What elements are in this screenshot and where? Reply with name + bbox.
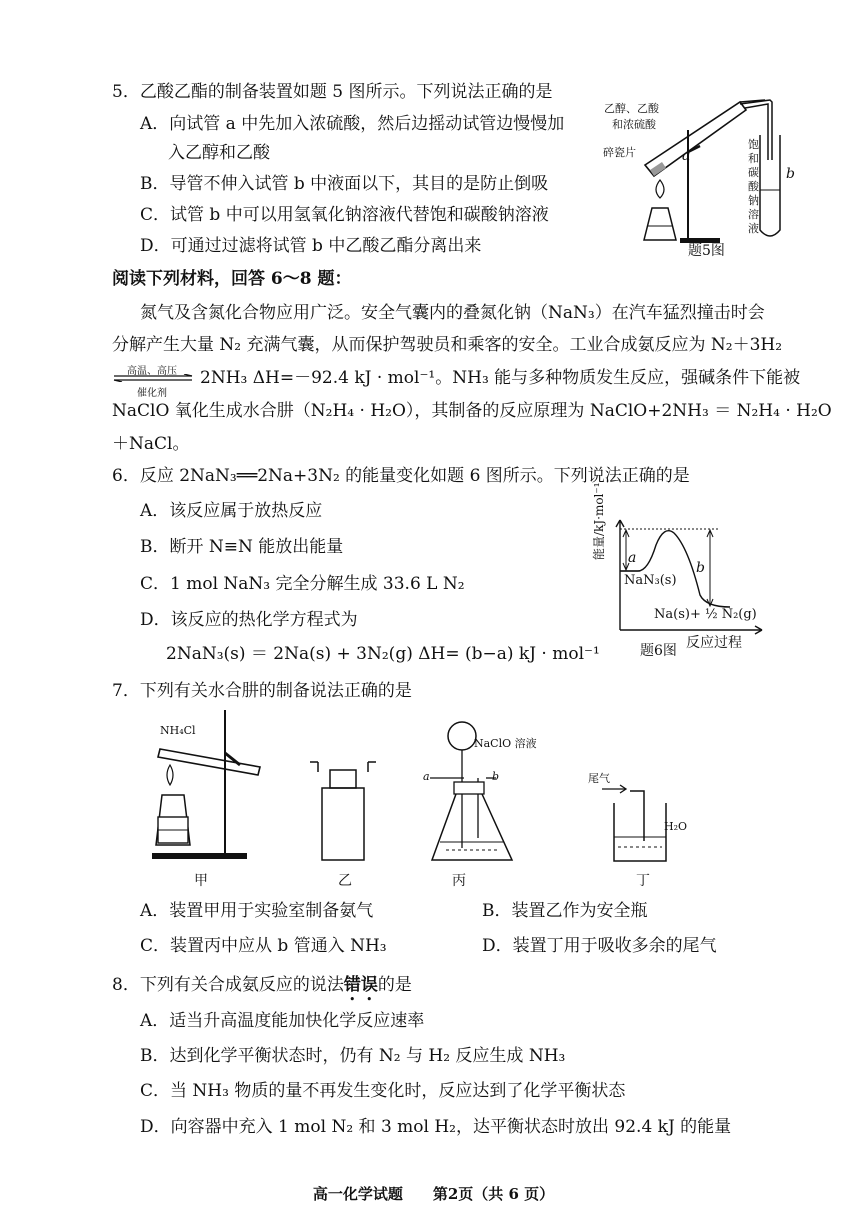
fig6-label-a: a (628, 550, 637, 566)
reversible-arrow (112, 374, 194, 382)
q8-option-d: D．向容器中充入 1 mol N₂ 和 3 mol H₂，达平衡状态时放出 92.4 kJ 的能量 (140, 1117, 732, 1137)
fig5-reagents-label-2: 和浓硫酸 (612, 118, 656, 131)
page-footer: 高一化学试题 第2页（共 6 页） (312, 1185, 555, 1203)
q8-stem-suffix: 的是 (377, 975, 412, 995)
fig5-solution-char: 酸 (748, 180, 759, 193)
reading-title: 阅读下列材料，回答 6～8 题： (112, 269, 352, 289)
q6-option-b: B．断开 N≡N 能放出能量 (140, 537, 344, 557)
q7-stem: 7．下列有关水合肼的制备说法正确的是 (112, 681, 412, 701)
fig6-reactant-label: NaN₃(s) (624, 573, 677, 588)
q5-option-d: D．可通过过滤将试管 b 中乙酸乙酯分离出来 (140, 236, 482, 256)
reaction-arrow-top-label: 高温、高压 (127, 366, 177, 377)
q6-stem: 6．反应 2NaN₃══2Na+3N₂ 的能量变化如题 6 图所示。下列说法正确的是 (112, 466, 690, 486)
q7-option-a: A．装置甲用于实验室制备氨气 (140, 901, 374, 921)
fig5-tube-b-label: b (786, 166, 795, 182)
q5-option-a-cont: 入乙醇和乙酸 (168, 143, 270, 163)
q8-option-a: A．适当升高温度能加快化学反应速率 (140, 1011, 425, 1031)
q5-option-b: B．导管不伸入试管 b 中液面以下，其目的是防止倒吸 (140, 174, 549, 194)
fig7-ding-gas-label: 尾气 (588, 772, 610, 785)
q5-option-a: A．向试管 a 中先加入浓硫酸，然后边摇动试管边慢慢加 (140, 114, 565, 134)
q7-option-d: D．装置丁用于吸收多余的尾气 (482, 936, 717, 956)
fig6-product-label: Na(s)+ ½ N₂(g) (654, 607, 757, 622)
fig5-solution-char: 饱 (748, 138, 759, 151)
q8-option-c: C．当 NH₃ 物质的量不再发生变化时，反应达到了化学平衡状态 (140, 1081, 626, 1101)
q8-stem-prefix: 8．下列有关合成氨反应的说法 (112, 975, 344, 995)
q6-option-c: C．1 mol NaN₃ 完全分解生成 33.6 L N₂ (140, 574, 465, 594)
q8-stem-emphasis: 错误 (343, 975, 378, 995)
fig5-caption: 题5图 (688, 243, 725, 259)
fig7-label-ding: 丁 (636, 873, 650, 889)
fig7-label-jia: 甲 (194, 873, 208, 889)
fig5-tube-a-label: a (682, 148, 691, 164)
reaction-arrow-bottom-label: 催化剂 (137, 388, 167, 399)
fig6-caption: 题6图 (640, 643, 677, 659)
q8-option-b: B．达到化学平衡状态时，仍有 N₂ 与 H₂ 反应生成 NH₃ (140, 1046, 566, 1066)
fig7-jia-reagent-label: NH₄Cl (160, 724, 196, 737)
q5-stem: 5．乙酸乙酯的制备装置如题 5 图所示。下列说法正确的是 (112, 82, 553, 102)
fig7-bing-tube-a: a (423, 770, 430, 783)
fig6-y-axis-label: 能量/kJ·mol⁻¹ (592, 482, 606, 560)
fig7-bing-reagent-label: NaClO 溶液 (474, 737, 537, 750)
fig5-solution-char: 溶 (748, 208, 759, 221)
q5-option-c: C．试管 b 中可以用氢氧化钠溶液代替饱和碳酸钠溶液 (140, 205, 549, 225)
fig6-x-axis-label: 反应过程 (686, 635, 742, 651)
q7-option-b: B．装置乙作为安全瓶 (482, 901, 648, 921)
fig5-chips-label: 碎瓷片 (603, 146, 636, 159)
q6-option-d-equation: 2NaN₃(s) ＝ 2Na(s) + 3N₂(g) ΔH= (b−a) kJ · mol⁻¹ (166, 644, 600, 664)
fig6-label-b: b (696, 560, 705, 576)
fig5-solution-char: 碳 (748, 166, 759, 179)
reading-line-5: ＋NaCl。 (112, 434, 190, 454)
q6-option-a: A．该反应属于放热反应 (140, 501, 323, 521)
q6-option-d: D．该反应的热化学方程式为 (140, 610, 358, 630)
fig7-bing-tube-b: b (492, 770, 500, 783)
reading-line-3: 2NH₃ ΔH=－92.4 kJ · mol⁻¹。NH₃ 能与多种物质发生反应，强碱条件下能被 (200, 368, 801, 388)
fig5-solution-char: 液 (748, 222, 759, 235)
fig7-label-bing: 丙 (452, 873, 466, 889)
fig7-label-yi: 乙 (338, 873, 352, 889)
fig5-solution-label (748, 138, 760, 236)
fig7-ding-water-label: H₂O (664, 820, 688, 833)
fig5-solution-char: 和 (748, 152, 759, 165)
reading-line-2: 分解产生大量 N₂ 充满气囊，从而保护驾驶员和乘客的安全。工业合成氨反应为 N₂＋3H₂ (112, 335, 783, 355)
reading-line-1: 氮气及含氮化合物应用广泛。安全气囊内的叠氮化钠（NaN₃）在汽车猛烈撞击时会 (140, 303, 765, 323)
reading-line-4: NaClO 氧化生成水合肼（N₂H₄ · H₂O），其制备的反应原理为 NaClO+2NH₃ ＝ N₂H₄ · H₂O (112, 401, 832, 421)
fig5-reagents-label-1: 乙醇、乙酸 (604, 102, 659, 115)
q7-option-c: C．装置丙中应从 b 管通入 NH₃ (140, 936, 387, 956)
fig7-apparatus-yi (308, 760, 378, 865)
q8-stem (112, 975, 412, 1005)
fig5-solution-char: 钠 (748, 194, 759, 207)
